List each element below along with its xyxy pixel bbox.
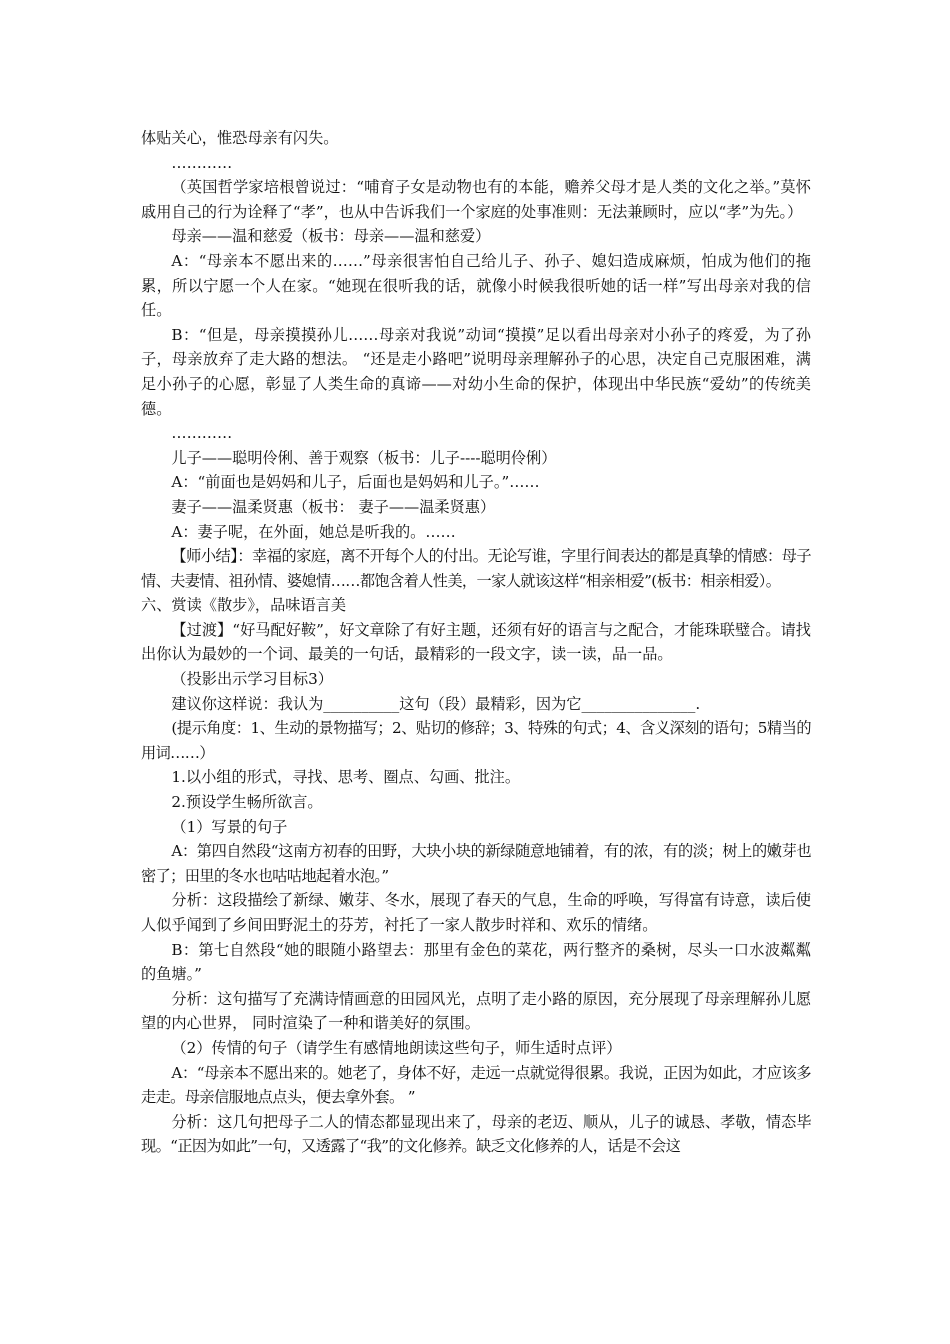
paragraph: 【过渡】“好马配好鞍”，好文章除了有好主题，还须有好的语言与之配合，才能珠联璧合。请找出你认为最妙的一个词、最美的一句话，最精彩的一段文字，读一读，品一品。 [141, 620, 811, 664]
paragraph: B：第七自然段“她的眼随小路望去：那里有金色的菜花，两行整齐的桑树，尽头一口水波粼粼的鱼塘。” [141, 940, 811, 984]
paragraph: （1）写景的句子 [171, 817, 288, 836]
document-body [141, 126, 811, 1159]
paragraph: A：第四自然段“这南方初春的田野，大块小块的新绿随意地铺着，有的浓，有的淡；树上的嫩芽也密了；田里的冬水也咕咕地起着水泡。” [141, 842, 811, 885]
paragraph: A：“母亲本不愿出来的。她老了，身体不好，走远一点就觉得很累。我说，正因为如此，才应该多走走。母亲信服地点点头，便去拿外套。 ” [141, 1063, 811, 1107]
paragraph: 1.以小组的形式，寻找、思考、圈点、勾画、批注。 [171, 768, 521, 787]
paragraph: 建议你这样说：我认为__________这句（段）最精彩，因为它_______________. [171, 694, 701, 713]
paragraph: A：“前面也是妈妈和儿子，后面也是妈妈和儿子。”…… [171, 473, 540, 492]
paragraph: 分析：这几句把母子二人的情态都显现出来了，母亲的老迈、顺从，儿子的诚恳、孝敬，情态毕现。“正因为如此”一句，又透露了“我”的文化修养。缺乏文化修养的人，话是不会这 [141, 1112, 811, 1156]
paragraph: A：“母亲本不愿出来的……”母亲很害怕自己给儿子、孙子、媳妇造成麻烦，怕成为他们的拖累，所以宁愿一个人在家。“她现在很听我的话，就像小时候我很听她的话一样”写出母亲对我的信任。 [141, 251, 811, 320]
paragraph: 分析：这句描写了充满诗情画意的田园风光，点明了走小路的原因，充分展现了母亲理解孙儿愿望的内心世界， 同时渲染了一种和谐美好的氛围。 [141, 989, 811, 1033]
paragraph: 母亲——温和慈爱（板书：母亲——温和慈爱） [171, 227, 491, 246]
paragraph: 六、赏读《散步》，品味语言美 [141, 596, 347, 615]
paragraph: 分析：这段描绘了新绿、嫩芽、冬水，展现了春天的气息，生命的呼唤，写得富有诗意，读后使人似乎闻到了乡间田野泥土的芬芳，衬托了一家人散步时祥和、欢乐的情绪。 [141, 891, 811, 934]
paragraph: （英国哲学家培根曾说过：“哺育子女是动物也有的本能，赡养父母才是人类的文化之举。”莫怀戚用自己的行为诠释了“孝”，也从中告诉我们一个家庭的处事准则：无法兼顾时，应以“孝”为先。） [141, 178, 811, 221]
paragraph: （投影出示学习目标3） [171, 670, 333, 689]
paragraph: ………… [171, 424, 233, 443]
paragraph: 【师小结】：幸福的家庭，离不开每个人的付出。无论写谁，字里行间表达的都是真挚的情感：母子情、夫妻情、祖孙情、婆媳情……都饱含着人性美，一家人就该这样“相亲相爱”(板书：相亲相爱）。 [141, 547, 811, 590]
paragraph: B：“但是，母亲摸摸孙儿……母亲对我说”动词“摸摸”足以看出母亲对小孙子的疼爱，为了孙子，母亲放弃了走大路的想法。 “还是走小路吧”说明母亲理解孙子的心思，决定自己克服困难，满足小孙子的心愿，彰显了人类生命的真谛——对幼小生命的保护，体现出中华民族“爱幼”的传统美德。 [141, 325, 811, 418]
paragraph: 2.预设学生畅所欲言。 [171, 793, 323, 812]
paragraph: (提示角度：1、生动的景物描写；2、贴切的修辞；3、特殊的句式；4、含义深刻的语句；5精当的用词……） [141, 719, 811, 762]
paragraph: （2）传情的句子（请学生有感情地朗读这些句子，师生适时点评） [171, 1038, 622, 1057]
paragraph: 妻子——温柔贤惠（板书： 妻子——温柔贤惠） [171, 497, 496, 516]
paragraph: 儿子——聪明伶俐、善于观察（板书：儿子----聪明伶俐） [171, 448, 557, 467]
paragraph: 体贴关心，惟恐母亲有闪失。 [141, 129, 339, 147]
paragraph: ………… [171, 153, 233, 172]
paragraph: A：妻子呢，在外面，她总是听我的。…… [171, 522, 456, 541]
